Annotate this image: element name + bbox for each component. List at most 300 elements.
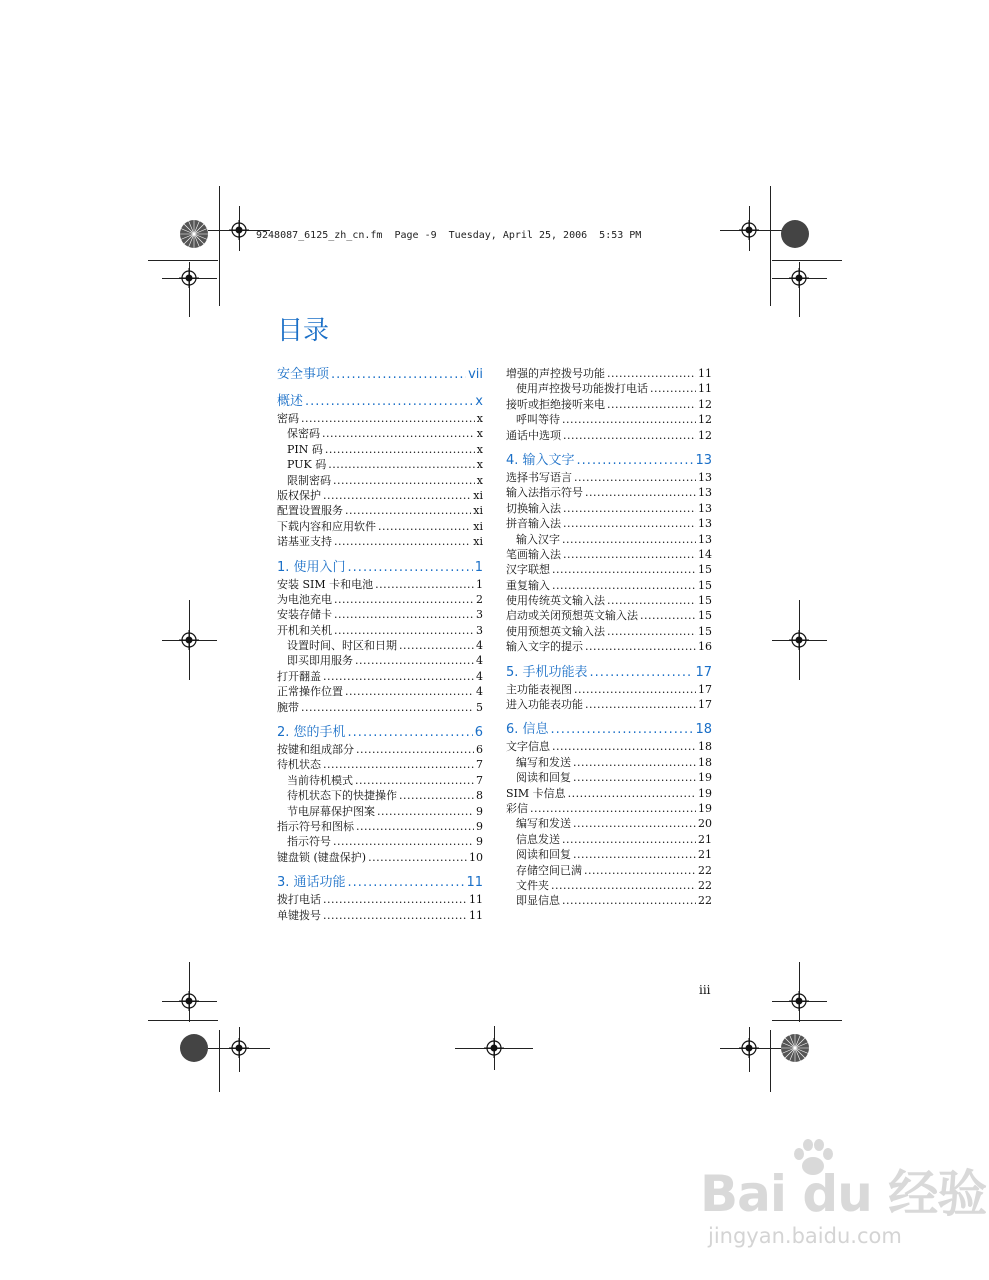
toc-section-heading[interactable] (277, 724, 483, 742)
toc-entry-label: 主功能表视图 (506, 682, 572, 696)
dot-leader (552, 578, 696, 593)
toc-entry-page: 3 (476, 623, 483, 637)
toc-entry-page: x (476, 442, 483, 456)
toc-entry-label: 存储空间已满 (516, 863, 582, 877)
toc-entry-page: 21 (698, 848, 712, 862)
toc-entry-label: PUK 码 (287, 458, 327, 472)
toc-entry-label: 信息发送 (516, 832, 560, 846)
toc-gap (277, 865, 483, 874)
toc-entry-page: 22 (698, 863, 712, 877)
dot-leader (345, 684, 474, 699)
registration-mark-icon (789, 991, 809, 1011)
dot-leader (573, 847, 696, 862)
dot-leader (573, 755, 696, 770)
registration-mark-icon (739, 220, 759, 240)
toc-entry-label: 增强的声控拨号功能 (506, 367, 605, 380)
dot-leader (640, 608, 696, 623)
toc-entry-page: 5 (476, 700, 483, 714)
dot-leader (334, 534, 471, 549)
toc-entry-page: 16 (698, 640, 712, 654)
toc-entry[interactable] (506, 562, 712, 577)
toc-subentry[interactable] (277, 426, 483, 441)
toc-entry-page: 13 (698, 517, 712, 531)
registration-mark-icon (739, 1038, 759, 1058)
toc-entry-page: 9 (476, 835, 483, 849)
toc-subentry[interactable] (506, 412, 712, 427)
toc-entry-page: 12 (698, 428, 712, 442)
toc-entry-label: 笔画输入法 (506, 547, 561, 561)
dot-leader (562, 412, 696, 427)
toc-right-column (506, 366, 712, 909)
dot-leader (368, 850, 467, 865)
toc-entry-label: 汉字联想 (506, 563, 550, 577)
dot-leader (333, 473, 475, 488)
dot-leader (563, 547, 696, 562)
toc-entry[interactable] (506, 608, 712, 623)
registration-mark-icon (229, 220, 249, 240)
toc-entry-page: 20 (698, 817, 712, 831)
toc-entry-label: 呼叫等待 (516, 413, 560, 427)
toc-subentry[interactable] (277, 773, 483, 788)
watermark-url: jingyan.baidu.com (708, 1224, 902, 1248)
toc-section-heading[interactable] (506, 664, 712, 682)
page-number: iii (699, 983, 711, 997)
toc-entry-label: 正常操作位置 (277, 685, 343, 699)
dot-leader (607, 624, 696, 639)
toc-entry-label: 选择书写语言 (506, 470, 572, 484)
toc-gap (506, 712, 712, 721)
dot-leader (355, 653, 474, 668)
toc-entry[interactable] (506, 801, 712, 816)
toc-entry[interactable] (277, 411, 483, 426)
toc-entry-page: 7 (476, 773, 483, 787)
toc-entry-label: 进入功能表功能 (506, 698, 583, 712)
toc-entry-page: 11 (469, 908, 483, 922)
dot-leader (328, 457, 475, 472)
dot-leader (607, 397, 696, 412)
toc-entry-label: 3. 通话功能 (277, 875, 346, 891)
dot-leader (552, 739, 696, 754)
toc-subentry[interactable] (506, 832, 712, 847)
toc-entry-page: 15 (698, 624, 712, 638)
toc-entry-label: 安装存储卡 (277, 608, 332, 622)
starburst-target-icon (179, 219, 209, 249)
toc-entry[interactable] (277, 503, 483, 518)
toc-entry-page: 15 (698, 563, 712, 577)
toc-entry-page: 4 (476, 685, 483, 699)
toc-entry[interactable] (277, 592, 483, 607)
toc-entry-label: 阅读和回复 (516, 771, 571, 785)
dot-leader (301, 700, 474, 715)
dot-leader (563, 501, 696, 516)
toc-entry-label: 阅读和回复 (516, 848, 571, 862)
toc-section-heading[interactable] (506, 721, 712, 739)
toc-entry-label: 限制密码 (287, 473, 331, 487)
toc-entry-label: 拼音输入法 (506, 517, 561, 531)
toc-section-heading[interactable] (277, 559, 483, 577)
dot-leader (574, 470, 696, 485)
toc-entry[interactable] (277, 669, 483, 684)
toc-entry[interactable] (277, 742, 483, 757)
toc-entry-label: 使用预想英文输入法 (506, 624, 605, 638)
toc-entry-page: x (476, 458, 483, 472)
toc-entry-page: 19 (698, 786, 712, 800)
toc-gap (506, 655, 712, 664)
dot-leader (323, 488, 471, 503)
toc-entry-page: 1 (474, 559, 483, 575)
toc-entry-label: 文件夹 (516, 878, 549, 892)
toc-entry-label: 6. 信息 (506, 722, 549, 738)
toc-entry[interactable] (277, 577, 483, 592)
toc-subentry[interactable] (506, 863, 712, 878)
toc-entry-label: 通话中选项 (506, 428, 561, 442)
toc-entry-page: 4 (476, 654, 483, 668)
toc-entry-page: 13 (695, 452, 712, 468)
toc-entry[interactable] (277, 623, 483, 638)
dot-leader (562, 893, 696, 908)
toc-entry-label: 设置时间、时区和日期 (287, 639, 397, 653)
toc-gap (506, 443, 712, 452)
toc-entry-label: 开机和关机 (277, 623, 332, 637)
toc-section-heading[interactable] (277, 393, 483, 411)
dot-leader (563, 428, 696, 443)
toc-entry-label: 打开翻盖 (277, 669, 321, 683)
toc-entry-label: 输入汉字 (516, 532, 560, 546)
dot-leader (530, 801, 696, 816)
toc-entry[interactable] (506, 682, 712, 697)
toc-entry-label: 输入文字的提示 (506, 640, 583, 654)
toc-entry-label: 即显信息 (516, 894, 560, 908)
toc-subentry[interactable] (506, 770, 712, 785)
dot-leader (301, 411, 475, 426)
dot-leader (573, 816, 696, 831)
toc-entry[interactable] (277, 819, 483, 834)
toc-subentry[interactable] (277, 638, 483, 653)
toc-subentry[interactable] (277, 473, 483, 488)
toc-entry[interactable] (277, 700, 483, 715)
dot-leader (323, 757, 474, 772)
toc-entry-label: 4. 输入文字 (506, 452, 575, 468)
toc-entry[interactable] (277, 908, 483, 923)
toc-entry-page: 12 (698, 397, 712, 411)
crop-line (148, 1020, 218, 1021)
dot-leader (607, 366, 696, 381)
toc-entry-page: xi (473, 504, 483, 518)
toc-entry-page: 13 (698, 501, 712, 515)
toc-subentry[interactable] (277, 788, 483, 803)
dot-leader (323, 892, 467, 907)
toc-entry-label: 使用声控拨号功能拨打电话 (516, 382, 648, 396)
toc-entry-label: 指示符号 (287, 835, 331, 849)
toc-subentry[interactable] (277, 442, 483, 457)
dot-leader (551, 721, 694, 739)
dot-leader (585, 485, 696, 500)
dot-leader (356, 819, 474, 834)
dot-leader (333, 834, 474, 849)
toc-subentry[interactable] (277, 457, 483, 472)
toc-entry[interactable] (506, 397, 712, 412)
toc-entry-label: 重复输入 (506, 578, 550, 592)
crop-line (770, 1030, 771, 1092)
dot-leader (378, 519, 471, 534)
toc-entry-page: 15 (698, 594, 712, 608)
dot-leader (348, 874, 465, 892)
toc-entry[interactable] (506, 786, 712, 801)
starburst-target-icon (780, 1033, 810, 1063)
toc-subentry[interactable] (506, 893, 712, 908)
dot-leader (585, 639, 696, 654)
dot-leader (399, 638, 474, 653)
toc-entry-page: 21 (698, 832, 712, 846)
toc-left-column (277, 366, 483, 923)
toc-entry-label: 待机状态下的快捷操作 (287, 789, 397, 803)
dot-leader (331, 366, 466, 384)
toc-gap (277, 384, 483, 393)
dot-leader (334, 592, 474, 607)
toc-entry[interactable] (506, 578, 712, 593)
toc-entry-page: 15 (698, 578, 712, 592)
toc-entry[interactable] (506, 547, 712, 562)
toc-entry-page: vii (468, 367, 483, 382)
toc-entry-label: 彩信 (506, 801, 528, 815)
toc-section-heading[interactable] (277, 874, 483, 892)
toc-entry-label: 切换输入法 (506, 501, 561, 515)
toc-entry-label: 单键拨号 (277, 908, 321, 922)
dot-leader (562, 532, 696, 547)
toc-entry[interactable] (506, 516, 712, 531)
toc-entry-page: 7 (476, 758, 483, 772)
dot-leader (577, 452, 694, 470)
toc-entry-page: 9 (476, 819, 483, 833)
toc-entry-page: 13 (698, 486, 712, 500)
starburst-target-icon (179, 1033, 209, 1063)
toc-entry[interactable] (506, 697, 712, 712)
dot-leader (585, 697, 696, 712)
registration-mark-icon (179, 268, 199, 288)
dot-leader (323, 669, 474, 684)
toc-entry[interactable] (277, 519, 483, 534)
toc-subentry[interactable] (506, 816, 712, 831)
registration-mark-icon (229, 1038, 249, 1058)
toc-entry-label: 5. 手机功能表 (506, 664, 588, 680)
toc-entry-page: xi (473, 535, 483, 549)
toc-entry-label: 指示符号和图标 (277, 819, 354, 833)
toc-entry-label: 当前待机模式 (287, 773, 353, 787)
toc-entry-label: 2. 您的手机 (277, 725, 346, 741)
toc-entry-page: 6 (474, 725, 483, 741)
toc-entry-page: 15 (698, 609, 712, 623)
dot-leader (562, 832, 696, 847)
toc-entry-label: 编写和发送 (516, 755, 571, 769)
dot-leader (584, 863, 696, 878)
toc-section-heading[interactable] (506, 452, 712, 470)
toc-entry-label: 文字信息 (506, 740, 550, 754)
toc-entry-label: 诺基亚支持 (277, 535, 332, 549)
toc-entry-page: 11 (698, 367, 712, 380)
toc-entry-label: SIM 卡信息 (506, 786, 566, 800)
crop-line (219, 186, 220, 306)
toc-entry[interactable] (277, 534, 483, 549)
toc-entry-label: 使用传统英文输入法 (506, 594, 605, 608)
toc-entry-page: 12 (698, 413, 712, 427)
toc-subentry[interactable] (277, 834, 483, 849)
toc-entry-page: xi (473, 488, 483, 502)
toc-entry-label: 编写和发送 (516, 817, 571, 831)
starburst-target-icon (780, 219, 810, 249)
toc-entry-page: 6 (476, 743, 483, 757)
dot-leader (375, 577, 474, 592)
toc-entry-label: 接听或拒绝接听来电 (506, 397, 605, 411)
dot-leader (590, 664, 694, 682)
toc-entry[interactable] (277, 757, 483, 772)
print-header: 9248087_6125_zh_cn.fm Page -9 Tuesday, April 25, 2006 5:53 PM (256, 230, 642, 241)
dot-leader (325, 442, 475, 457)
toc-subentry[interactable] (506, 755, 712, 770)
toc-entry-page: 14 (698, 547, 712, 561)
toc-entry[interactable] (277, 850, 483, 865)
toc-entry-page: 18 (695, 722, 712, 738)
registration-mark-icon (789, 630, 809, 650)
dot-leader (334, 623, 474, 638)
toc-entry[interactable] (506, 639, 712, 654)
toc-entry-label: 即买即用服务 (287, 654, 353, 668)
crop-line (772, 1020, 842, 1021)
toc-entry-page: 10 (469, 850, 483, 864)
toc-entry-page: 4 (476, 669, 483, 683)
toc-entry-label: 键盘锁 (键盘保护) (277, 850, 367, 864)
dot-leader (322, 426, 475, 441)
registration-mark-icon (179, 991, 199, 1011)
watermark-logo-text: Bai du 经验 (700, 1165, 987, 1223)
toc-entry-page: 11 (466, 875, 483, 891)
toc-subentry[interactable] (277, 804, 483, 819)
toc-entry-page: x (476, 427, 483, 441)
dot-leader (348, 724, 473, 742)
toc-entry-label: 按键和组成部分 (277, 743, 354, 757)
toc-entry[interactable] (506, 739, 712, 754)
registration-mark-icon (789, 268, 809, 288)
toc-subentry[interactable] (506, 847, 712, 862)
dot-leader (650, 381, 696, 396)
dot-leader (356, 742, 474, 757)
toc-entry-page: 11 (469, 893, 483, 907)
toc-entry[interactable] (506, 501, 712, 516)
toc-entry-page: 22 (698, 894, 712, 908)
toc-entry-page: 19 (698, 771, 712, 785)
registration-mark-icon (179, 630, 199, 650)
crop-line (770, 186, 771, 306)
toc-entry-label: 配置设置服务 (277, 504, 343, 518)
toc-subentry[interactable] (506, 878, 712, 893)
dot-leader (345, 503, 471, 518)
toc-subentry[interactable] (277, 653, 483, 668)
toc-entry-label: PIN 码 (287, 442, 323, 456)
toc-entry-page: 2 (476, 592, 483, 606)
crop-line (148, 260, 218, 261)
toc-subentry[interactable] (506, 381, 712, 396)
toc-entry[interactable] (506, 593, 712, 608)
toc-entry-label: 安全事项 (277, 367, 330, 382)
dot-leader (399, 788, 474, 803)
page-title: 目录 (277, 316, 330, 346)
toc-entry-label: 密码 (277, 412, 299, 425)
toc-entry-page: 13 (698, 470, 712, 484)
dot-leader (305, 393, 473, 411)
dot-leader (355, 773, 474, 788)
baidu-watermark (700, 1132, 987, 1272)
dot-leader (377, 804, 474, 819)
toc-entry[interactable] (506, 624, 712, 639)
toc-entry-page: 1 (476, 577, 483, 591)
toc-entry-page: x (476, 473, 483, 487)
toc-entry[interactable] (277, 488, 483, 503)
toc-entry-page: 17 (698, 682, 712, 696)
toc-entry[interactable] (506, 485, 712, 500)
toc-entry-page: 9 (476, 804, 483, 818)
crop-line (772, 260, 842, 261)
toc-entry-label: 保密码 (287, 427, 320, 441)
dot-leader (574, 682, 696, 697)
toc-entry-page: x (476, 412, 483, 425)
crop-line (219, 1030, 220, 1092)
toc-entry-page: 4 (476, 639, 483, 653)
toc-subentry[interactable] (506, 532, 712, 547)
dot-leader (568, 786, 696, 801)
toc-entry-label: 为电池充电 (277, 592, 332, 606)
toc-entry[interactable] (277, 684, 483, 699)
toc-entry[interactable] (506, 366, 712, 381)
dot-leader (323, 908, 467, 923)
toc-entry-label: 概述 (277, 394, 304, 409)
dot-leader (334, 607, 474, 622)
toc-entry-page: 18 (698, 755, 712, 769)
dot-leader (563, 516, 696, 531)
toc-gap (277, 715, 483, 724)
toc-entry-page: 17 (698, 698, 712, 712)
toc-entry-page: 18 (698, 740, 712, 754)
toc-entry-page: 17 (695, 664, 712, 680)
dot-leader (551, 878, 696, 893)
toc-entry-label: 下载内容和应用软件 (277, 519, 376, 533)
toc-entry-label: 1. 使用入门 (277, 559, 346, 575)
toc-entry-page: xi (473, 519, 483, 533)
toc-entry[interactable] (506, 428, 712, 443)
dot-leader (552, 562, 696, 577)
toc-entry-label: 启动或关闭预想英文输入法 (506, 609, 638, 623)
toc-entry-page: 22 (698, 878, 712, 892)
dot-leader (607, 593, 696, 608)
toc-entry[interactable] (277, 607, 483, 622)
toc-entry-label: 腕带 (277, 700, 299, 714)
toc-entry-label: 版权保护 (277, 488, 321, 502)
toc-entry-label: 输入法指示符号 (506, 486, 583, 500)
toc-entry-label: 待机状态 (277, 758, 321, 772)
toc-entry-label: 安装 SIM 卡和电池 (277, 577, 374, 591)
toc-entry-label: 拨打电话 (277, 893, 321, 907)
toc-gap (277, 550, 483, 559)
toc-section-heading[interactable] (277, 366, 483, 384)
toc-entry-page: 19 (698, 801, 712, 815)
dot-leader (573, 770, 696, 785)
toc-entry[interactable] (506, 470, 712, 485)
toc-entry-page: 8 (476, 789, 483, 803)
toc-entry-page: 13 (698, 532, 712, 546)
toc-entry-label: 节电屏幕保护图案 (287, 804, 375, 818)
toc-entry[interactable] (277, 892, 483, 907)
toc-entry-page: x (475, 394, 483, 409)
registration-mark-icon (484, 1038, 504, 1058)
toc-entry-page: 11 (698, 382, 712, 396)
